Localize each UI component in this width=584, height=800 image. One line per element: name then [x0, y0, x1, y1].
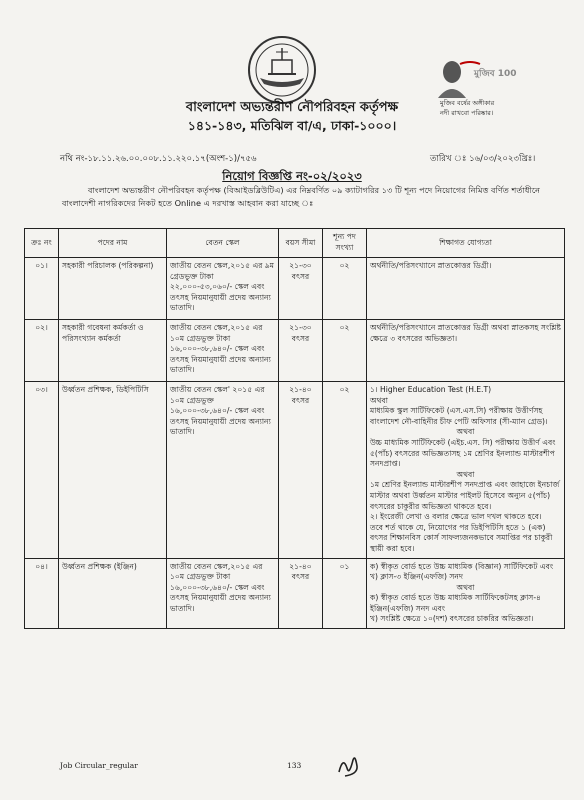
qualification-line: অর্থনীতি/পরিসংখ্যানে স্নাতকোত্তর ডিগ্রী অথবা স্নাতকসহ সংশ্লিষ্ট ক্ষেত্রে ৩ বৎসরের অভিজ্ঞতা। — [370, 323, 561, 343]
cell-scale: জাতীয় বেতন স্কেল,২০১৫ এর ১০ম গ্রেডভুক্ত টাকা ১৬,০০০-৩৮,৬৪০/- স্কেল এবং তৎসহ নিয়মানুযায়ী প্রদেয় অন্যান্য ভাতাদি। — [167, 558, 279, 629]
table-row — [25, 258, 565, 320]
intro-paragraph: বাংলাদেশ অভ্যন্তরীণ নৌপরিবহন কর্তৃপক্ষ (বিআইডব্লিউটিএ) এর নিম্নবর্ণিত ০৯ ক্যাটাগরির ১৩ টি শূন্য পদে নিয়োগের নিমিত্ত বর্ণিত শর্তাধীনে বাংলাদেশী নাগরিকদের নিকট হতে Online এ দরখাস্ত আহবান করা যাচ্ছে ঃ — [62, 185, 541, 208]
qualification-line: উচ্চ মাধ্যমিক সার্টিফিকেট (এইচ.এস. সি) পরীক্ষায় উত্তীর্ণ এবং ৫(পাঁচ) বৎসরের অভিজ্ঞতাসহ ১ম শ্রেণির ইনল্যান্ড মাস্টারশীপ সনদপ্রাপ্ত। — [370, 437, 556, 469]
qualification-or: অথবা — [456, 427, 475, 437]
col-header-serial: ক্রঃ নং — [25, 229, 59, 258]
cell-post: সহকারী গবেষনা কর্মকর্তা ও পরিসংখ্যান কর্মকর্তা — [59, 320, 167, 382]
cell-scale: জাতীয় বেতন স্কেল,২০১৫ এর ১০ম গ্রেডভুক্ত টাকা ১৬,০০০-৩৮,৬৪০/- স্কেল এবং তৎসহ নিয়মানুযায়ী প্রদেয় অন্যান্য ভাতাদি। — [167, 320, 279, 382]
qualification-line: ১। Higher Education Test (H.E.T) — [370, 385, 492, 394]
page-number: 133 — [287, 761, 302, 770]
col-header-qualification: শিক্ষাগত যোগ্যতা — [367, 229, 565, 258]
table-row — [25, 558, 565, 629]
qualification-line: মাধ্যমিক স্কুল সার্টিফিকেট (এস.এস.সি) পরীক্ষায় উত্তীর্ণসহ বাংলাদেশ নৌ-বাহিনীর চীফ পেটি অফিসার (সী-ম্যান গ্রেড)। — [370, 406, 548, 426]
cell-age: ২১-৩০ বৎসর — [279, 320, 323, 382]
qualification-line: ক) স্বীকৃত বোর্ড হতে উচ্চ মাধ্যমিক (বিজ্ঞান) সার্টিফিকেট এবং — [370, 561, 554, 571]
footer-document-label: Job Circular_regular — [60, 761, 138, 770]
cell-serial: ০২। — [25, 320, 59, 382]
mujib-100-mark: মুজিব 100 — [474, 69, 517, 79]
cell-serial: ০৩। — [25, 382, 59, 559]
cell-scale: জাতীয় বেতন স্কেল,২০১৫ এর ৯ম গ্রেডভুক্ত টাকা ২২,০০০-৫৩,০৬০/- স্কেল এবং তৎসহ নিয়মানুযায়ী প্রদেয় অন্যান্য ভাতাদি। — [167, 258, 279, 320]
col-header-vacancy: শূন্য পদ সংখ্যা — [323, 229, 367, 258]
cell-qualification — [367, 320, 565, 382]
vacancy-table — [24, 228, 565, 629]
qualification-line: তবে শর্ত থাকে যে, নিয়োগের পর ডিইপিটিসি হতে ১ (এক) বৎসর শিক্ষানবিস কোর্স সাফল্যজনকভাবে সমাপ্তির পর চাকুরী স্থায়ী করা হবে। — [370, 522, 553, 553]
mujib-slogan-2: নদী রাখবো পরিষ্কার। — [440, 109, 494, 117]
table-row — [25, 320, 565, 382]
col-header-post: পদের নাম — [59, 229, 167, 258]
cell-serial: ০৪। — [25, 558, 59, 629]
cell-post: উর্ধ্বতন প্রশিক্ষক (ইঞ্জিন) — [59, 558, 167, 629]
organization-name: বাংলাদেশ অভ্যন্তরীণ নৌপরিবহন কর্তৃপক্ষ — [185, 100, 399, 115]
qualification-line: ১ম শ্রেণির ইনল্যান্ড মাস্টারশীপ সনদপ্রাপ্ত এবং জাহাজে ইনচার্জ মাস্টার অথবা উর্ধ্বতন মাস্টার পাইলট হিসেবে অন্যুন ৫(পাঁচ) বৎসরের চাকুরীর অভিজ্ঞতা থাকতে হবে। — [370, 480, 560, 511]
issue-date: তারিখ ঃ ১৬/০৩/২০২৩খ্রিঃ। — [430, 154, 536, 164]
cell-qualification — [367, 258, 565, 320]
cell-serial: ০১। — [25, 258, 59, 320]
signature-icon — [335, 752, 361, 780]
organization-address: ১৪১-১৪৩, মতিঝিল বা/এ, ঢাকা-১০০০। — [187, 118, 397, 133]
cell-post: উর্ধ্বতন প্রশিক্ষক, ডিইপিটিসি — [59, 382, 167, 559]
qualification-line: অর্থনীতি/পরিসংখ্যানে স্নাতকোত্তর ডিগ্রী। — [370, 261, 492, 270]
qualification-line: ২। ইংরেজী লেখা ও বলার ক্ষেত্রে ভাল দখল থাকতে হবে। — [370, 512, 542, 522]
cell-scale: জাতীয় বেতন স্কেল' ২০১৫ এর ১০ম গ্রেডভুক্ত ১৬,০০০-৩৮,৬৪০/- স্কেল এবং তৎসহ নিয়মানুযায়ী প্রদেয় অন্যান্য ভাতাদি। — [167, 382, 279, 559]
qualification-line: ক) স্বীকৃত বোর্ড হতে উচ্চ মাধ্যমিক সার্টিফিকেটসহ ক্লাস-৪ ইঞ্জিন(এফজি) সনদ এবং — [370, 593, 541, 613]
qualification-or: অথবা — [456, 582, 475, 592]
col-header-age: বয়স সীমা — [279, 229, 323, 258]
biwta-logo-icon — [246, 34, 318, 106]
qualification-or: অথবা — [456, 469, 475, 479]
mujib-slogan-1: মুজিব বর্ষের অঙ্গীকার — [440, 99, 495, 107]
cell-post: সহকারী পরিচালক (পরিকল্পনা) — [59, 258, 167, 320]
cell-age: ২১-৪০ বৎসর — [279, 382, 323, 559]
cell-qualification — [367, 558, 565, 629]
memo-number: নথি নং-১৮.১১.২৬.০০.০০৮.১১.২২০.১৭(অংশ-১)/৭৫৬ — [60, 154, 257, 164]
cell-vacancy: ০২ — [323, 382, 367, 559]
cell-age: ২১-৩০ বৎসর — [279, 258, 323, 320]
cell-age: ২১-৪০ বৎসর — [279, 558, 323, 629]
qualification-line: খ) ক্লাস-৩ ইঞ্জিন(এফজি) সনদ — [370, 572, 463, 582]
qualification-line: খ) সংশ্লিষ্ট ক্ষেত্রে ১০(দশ) বৎসরের চাকরির অভিজ্ঞতা। — [370, 614, 534, 624]
cell-vacancy: ০২ — [323, 320, 367, 382]
table-row — [25, 382, 565, 559]
col-header-scale: বেতন স্কেল — [167, 229, 279, 258]
qualification-or: অথবা — [370, 395, 388, 405]
cell-vacancy: ০২ — [323, 258, 367, 320]
cell-vacancy: ০১ — [323, 558, 367, 629]
notice-title: নিয়োগ বিজ্ঞপ্তি নং-০২/২০২৩ — [222, 169, 362, 183]
table-header-row — [25, 229, 565, 258]
cell-qualification — [367, 382, 565, 559]
